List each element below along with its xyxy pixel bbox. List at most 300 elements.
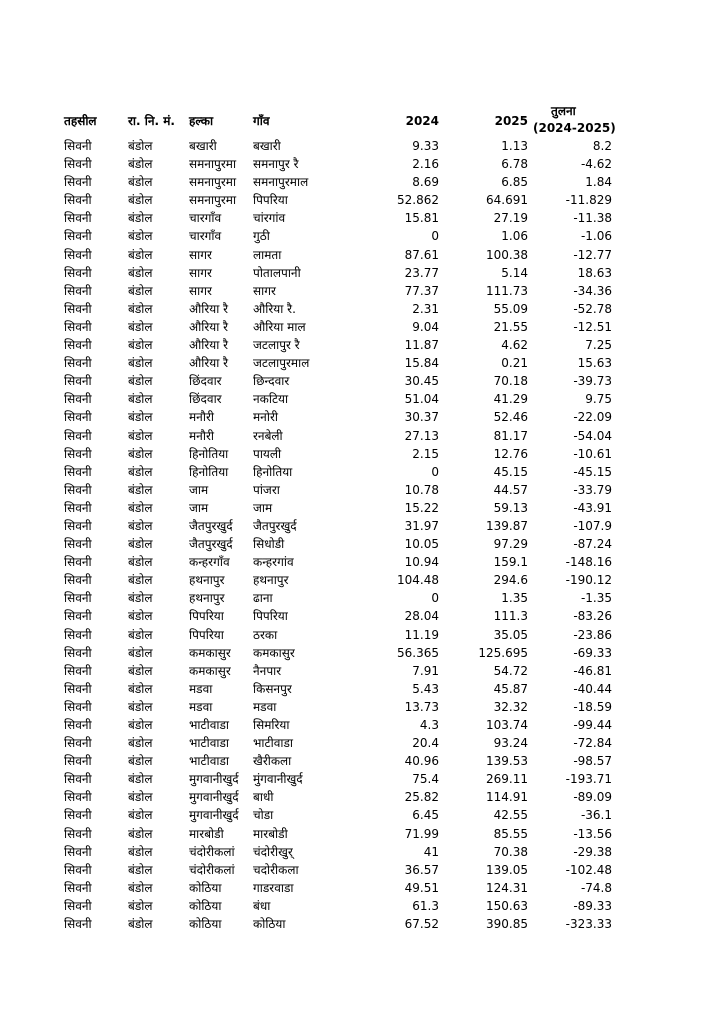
cell-tehsil: सिवनी xyxy=(64,247,92,262)
table-row xyxy=(0,336,724,354)
cell-rnm: बंडोल xyxy=(128,663,153,678)
cell-2024: 0 xyxy=(431,591,439,606)
cell-tulna: -1.35 xyxy=(580,591,612,606)
cell-2025: 125.695 xyxy=(478,645,528,660)
cell-2025: 52.46 xyxy=(493,410,528,425)
cell-tehsil: सिवनी xyxy=(64,301,92,316)
cell-halka: पिपरिया xyxy=(189,627,224,642)
cell-rnm: बंडोल xyxy=(128,374,153,389)
cell-gaon: छिन्दवार xyxy=(253,374,290,389)
cell-gaon: गाडरवाडा xyxy=(253,880,294,895)
table-row xyxy=(0,861,724,879)
cell-gaon: कमकासुर xyxy=(253,645,295,660)
cell-gaon: पायली xyxy=(253,446,282,461)
cell-2025: 139.53 xyxy=(486,754,528,769)
cell-2025: 0.21 xyxy=(501,356,528,371)
cell-gaon: हथनापुर xyxy=(253,573,289,588)
cell-gaon: पोतालपानी xyxy=(253,265,301,280)
cell-2025: 1.06 xyxy=(501,229,528,244)
cell-2025: 45.87 xyxy=(493,681,528,696)
cell-rnm: बंडोल xyxy=(128,627,153,642)
cell-2025: 27.19 xyxy=(493,211,528,226)
cell-gaon: बखारी xyxy=(253,139,281,153)
cell-rnm: बंडोल xyxy=(128,193,153,208)
cell-tulna: -34.36 xyxy=(573,283,612,298)
cell-tulna: -33.79 xyxy=(573,482,612,497)
table-row xyxy=(0,155,724,173)
cell-2024: 15.22 xyxy=(404,500,439,515)
cell-rnm: बंडोल xyxy=(128,319,153,334)
table-row xyxy=(0,517,724,535)
cell-tehsil: सिवनी xyxy=(64,898,92,913)
cell-gaon: मडवा xyxy=(253,699,277,714)
cell-rnm: बंडोल xyxy=(128,175,153,190)
table-row xyxy=(0,408,724,426)
cell-halka: मुगवानीखुर्द xyxy=(189,790,239,805)
cell-2024: 0 xyxy=(431,229,439,244)
header-tulna-range: (2024-2025) xyxy=(533,121,616,135)
cell-tehsil: सिवनी xyxy=(64,917,92,932)
cell-rnm: बंडोल xyxy=(128,609,153,624)
cell-2024: 10.78 xyxy=(404,482,439,497)
cell-2024: 71.99 xyxy=(404,826,439,841)
cell-tehsil: सिवनी xyxy=(64,609,92,624)
cell-rnm: बंडोल xyxy=(128,772,153,787)
cell-tulna: -89.33 xyxy=(573,898,612,913)
cell-gaon: सागर xyxy=(253,283,276,298)
cell-tulna: 7.25 xyxy=(585,338,612,353)
table-row xyxy=(0,481,724,499)
cell-2025: 150.63 xyxy=(486,898,528,913)
table-row xyxy=(0,354,724,372)
header-2025: 2025 xyxy=(494,114,528,128)
cell-rnm: बंडोल xyxy=(128,157,153,172)
cell-gaon: मारबोडी xyxy=(253,826,288,841)
cell-gaon: चंदोरीखुर् xyxy=(253,844,293,859)
cell-2025: 21.55 xyxy=(493,319,528,334)
cell-tehsil: सिवनी xyxy=(64,862,92,877)
cell-rnm: बंडोल xyxy=(128,446,153,461)
cell-rnm: बंडोल xyxy=(128,844,153,859)
cell-halka: बखारी xyxy=(189,139,217,153)
cell-halka: मनौरी xyxy=(189,428,214,443)
cell-tulna: -29.38 xyxy=(573,844,612,859)
table-row xyxy=(0,227,724,245)
cell-halka: जाम xyxy=(189,482,209,497)
cell-rnm: बंडोल xyxy=(128,645,153,660)
cell-tehsil: सिवनी xyxy=(64,699,92,714)
cell-gaon: पांजरा xyxy=(253,482,280,497)
cell-2025: 45.15 xyxy=(493,464,528,479)
table-row xyxy=(0,282,724,300)
table-row xyxy=(0,843,724,861)
cell-gaon: मुंगवानीखुर्द xyxy=(253,772,303,787)
cell-2024: 67.52 xyxy=(404,917,439,932)
cell-tulna: -98.57 xyxy=(573,754,612,769)
table-row xyxy=(0,589,724,607)
cell-tehsil: सिवनी xyxy=(64,790,92,805)
header-rnm: रा. नि. मं. xyxy=(128,114,175,128)
cell-gaon: कन्हरगांव xyxy=(253,555,294,570)
cell-tulna: -13.56 xyxy=(573,826,612,841)
table-row xyxy=(0,879,724,897)
cell-tehsil: सिवनी xyxy=(64,265,92,280)
cell-2025: 81.17 xyxy=(493,428,528,443)
cell-tehsil: सिवनी xyxy=(64,645,92,660)
cell-rnm: बंडोल xyxy=(128,247,153,262)
cell-gaon: बाधी xyxy=(253,790,274,805)
cell-2024: 11.87 xyxy=(404,338,439,353)
cell-2024: 28.04 xyxy=(404,609,439,624)
cell-2025: 5.14 xyxy=(501,265,528,280)
cell-tehsil: सिवनी xyxy=(64,844,92,859)
cell-2025: 12.76 xyxy=(493,446,528,461)
cell-tulna: 18.63 xyxy=(577,265,612,280)
cell-rnm: बंडोल xyxy=(128,410,153,425)
cell-2024: 15.81 xyxy=(404,211,439,226)
cell-tehsil: सिवनी xyxy=(64,229,92,244)
cell-tulna: -102.48 xyxy=(565,862,612,877)
cell-tehsil: सिवनी xyxy=(64,681,92,696)
cell-rnm: बंडोल xyxy=(128,500,153,515)
cell-halka: सागर xyxy=(189,247,212,262)
table-row xyxy=(0,209,724,227)
cell-2025: 269.11 xyxy=(486,772,528,787)
table-row xyxy=(0,788,724,806)
cell-rnm: बंडोल xyxy=(128,681,153,696)
cell-2024: 49.51 xyxy=(404,880,439,895)
cell-tulna: -40.44 xyxy=(573,681,612,696)
cell-gaon: खैरीकला xyxy=(253,754,292,769)
table-row xyxy=(0,535,724,553)
cell-rnm: बंडोल xyxy=(128,301,153,316)
cell-rnm: बंडोल xyxy=(128,880,153,895)
cell-tulna: -87.24 xyxy=(573,537,612,552)
header-halka: हल्का xyxy=(189,114,214,128)
cell-rnm: बंडोल xyxy=(128,591,153,606)
cell-rnm: बंडोल xyxy=(128,736,153,751)
cell-halka: औरिया रै xyxy=(189,319,229,334)
cell-gaon: चांरगांव xyxy=(253,211,286,226)
cell-rnm: बंडोल xyxy=(128,754,153,769)
cell-2025: 139.05 xyxy=(486,862,528,877)
cell-gaon: पिपरिया xyxy=(253,609,288,624)
cell-2025: 103.74 xyxy=(486,718,528,732)
cell-2024: 56.365 xyxy=(397,645,439,660)
cell-halka: पिपरिया xyxy=(189,609,224,624)
cell-gaon: चदोरीकला xyxy=(253,862,299,877)
cell-rnm: बंडोल xyxy=(128,573,153,588)
table-row xyxy=(0,825,724,843)
cell-2024: 27.13 xyxy=(404,428,439,443)
cell-2024: 9.33 xyxy=(412,139,439,153)
table-row xyxy=(0,915,724,933)
cell-rnm: बंडोल xyxy=(128,211,153,226)
cell-tehsil: सिवनी xyxy=(64,718,92,732)
cell-tulna: -12.51 xyxy=(573,319,612,334)
cell-rnm: बंडोल xyxy=(128,917,153,932)
cell-2025: 139.87 xyxy=(486,518,528,533)
cell-tulna: -18.59 xyxy=(573,699,612,714)
cell-tehsil: सिवनी xyxy=(64,319,92,334)
cell-tehsil: सिवनी xyxy=(64,428,92,443)
cell-2025: 4.62 xyxy=(501,338,528,353)
table-row xyxy=(0,680,724,698)
cell-gaon: सिमरिया xyxy=(253,718,290,732)
cell-2025: 70.18 xyxy=(493,374,528,389)
cell-2024: 20.4 xyxy=(412,736,439,751)
cell-gaon: रनबेली xyxy=(253,428,283,443)
cell-2024: 2.15 xyxy=(412,446,439,461)
cell-gaon: किसनपुर xyxy=(253,681,292,696)
table-row xyxy=(0,318,724,336)
cell-tehsil: सिवनी xyxy=(64,808,92,823)
cell-gaon: ठरका xyxy=(253,627,278,642)
header-gaon: गाँव xyxy=(253,114,270,128)
cell-2024: 23.77 xyxy=(404,265,439,280)
cell-tulna: -54.04 xyxy=(573,428,612,443)
cell-rnm: बंडोल xyxy=(128,229,153,244)
cell-2025: 85.55 xyxy=(493,826,528,841)
cell-halka: हथनापुर xyxy=(189,573,225,588)
table-row xyxy=(0,372,724,390)
cell-tehsil: सिवनी xyxy=(64,591,92,606)
cell-2025: 6.85 xyxy=(501,175,528,190)
cell-tehsil: सिवनी xyxy=(64,410,92,425)
cell-halka: औरिया रै xyxy=(189,301,229,316)
table-row xyxy=(0,463,724,481)
cell-gaon: नकटिया xyxy=(253,392,289,407)
cell-gaon: भाटीवाडा xyxy=(253,736,294,751)
cell-2024: 2.16 xyxy=(412,157,439,172)
cell-2025: 100.38 xyxy=(486,247,528,262)
table-row xyxy=(0,806,724,824)
table-row xyxy=(0,770,724,788)
cell-tehsil: सिवनी xyxy=(64,464,92,479)
table-row xyxy=(0,698,724,716)
cell-tulna: -4.62 xyxy=(580,157,612,172)
cell-halka: मारबोडी xyxy=(189,826,224,841)
cell-halka: समनापुरमा xyxy=(189,193,237,208)
cell-2024: 36.57 xyxy=(404,862,439,877)
cell-tehsil: सिवनी xyxy=(64,573,92,588)
cell-2025: 159.1 xyxy=(493,555,528,570)
cell-rnm: बंडोल xyxy=(128,699,153,714)
cell-gaon: मनोरी xyxy=(253,410,278,425)
cell-halka: भाटीवाडा xyxy=(189,754,230,769)
cell-2025: 294.6 xyxy=(493,573,528,588)
cell-2025: 111.3 xyxy=(493,609,528,624)
header-tehsil: तहसील xyxy=(64,114,97,128)
cell-tulna: 9.75 xyxy=(585,392,612,407)
cell-2025: 97.29 xyxy=(493,537,528,552)
cell-tulna: -23.86 xyxy=(573,627,612,642)
cell-2024: 52.862 xyxy=(397,193,439,208)
table-row xyxy=(0,752,724,770)
cell-tehsil: सिवनी xyxy=(64,555,92,570)
cell-tehsil: सिवनी xyxy=(64,193,92,208)
cell-2025: 42.55 xyxy=(493,808,528,823)
header-tulna: तुलना xyxy=(551,104,576,118)
cell-2025: 35.05 xyxy=(493,627,528,642)
cell-rnm: बंडोल xyxy=(128,862,153,877)
cell-2025: 114.91 xyxy=(486,790,528,805)
cell-tulna: -39.73 xyxy=(573,374,612,389)
table-row xyxy=(0,390,724,408)
cell-tulna: -12.77 xyxy=(573,247,612,262)
cell-2024: 5.43 xyxy=(412,681,439,696)
cell-2024: 41 xyxy=(423,844,439,859)
cell-tehsil: सिवनी xyxy=(64,772,92,787)
cell-gaon: जटलापुर रै xyxy=(253,338,300,353)
cell-tulna: -74.8 xyxy=(580,880,612,895)
cell-2025: 6.78 xyxy=(501,157,528,172)
cell-halka: कमकासुर xyxy=(189,663,231,678)
cell-gaon: सिधोडी xyxy=(253,537,285,552)
cell-2024: 51.04 xyxy=(404,392,439,407)
cell-2024: 31.97 xyxy=(404,518,439,533)
cell-tulna: -11.38 xyxy=(573,211,612,226)
cell-2024: 10.94 xyxy=(404,555,439,570)
cell-halka: मुगवानीखुर्द xyxy=(189,808,239,823)
header-2024: 2024 xyxy=(405,114,439,128)
cell-2024: 61.3 xyxy=(412,898,439,913)
table-row xyxy=(0,427,724,445)
cell-halka: चंदोरीकलां xyxy=(189,862,235,877)
cell-2024: 77.37 xyxy=(404,283,439,298)
cell-halka: कोठिया xyxy=(189,880,222,895)
cell-tehsil: सिवनी xyxy=(64,537,92,552)
cell-tehsil: सिवनी xyxy=(64,157,92,172)
cell-tulna: -69.33 xyxy=(573,645,612,660)
cell-tulna: -83.26 xyxy=(573,609,612,624)
cell-2024: 40.96 xyxy=(404,754,439,769)
cell-2024: 15.84 xyxy=(404,356,439,371)
cell-2025: 1.35 xyxy=(501,591,528,606)
cell-tulna: -46.81 xyxy=(573,663,612,678)
cell-gaon: लामता xyxy=(253,247,282,262)
cell-tehsil: सिवनी xyxy=(64,880,92,895)
cell-halka: कन्हरगाँव xyxy=(189,555,230,570)
cell-tehsil: सिवनी xyxy=(64,482,92,497)
cell-rnm: बंडोल xyxy=(128,482,153,497)
cell-tulna: -43.91 xyxy=(573,500,612,515)
cell-2024: 9.04 xyxy=(412,319,439,334)
cell-gaon: पिपरिया xyxy=(253,193,288,208)
cell-gaon: जैतपुरखुर्द xyxy=(253,518,297,533)
cell-gaon: औरिया माल xyxy=(253,319,306,334)
cell-tulna: -99.44 xyxy=(573,718,612,732)
cell-2024: 25.82 xyxy=(404,790,439,805)
cell-tehsil: सिवनी xyxy=(64,627,92,642)
cell-rnm: बंडोल xyxy=(128,537,153,552)
cell-tehsil: सिवनी xyxy=(64,663,92,678)
cell-tulna: -89.09 xyxy=(573,790,612,805)
cell-halka: चारगाँव xyxy=(189,211,222,226)
cell-rnm: बंडोल xyxy=(128,356,153,371)
cell-tulna: -11.829 xyxy=(565,193,612,208)
cell-2025: 70.38 xyxy=(493,844,528,859)
cell-halka: समनापुरमा xyxy=(189,157,237,172)
cell-halka: मडवा xyxy=(189,681,213,696)
cell-gaon: औरिया रै. xyxy=(253,301,296,316)
cell-tehsil: सिवनी xyxy=(64,500,92,515)
cell-halka: चारगाँव xyxy=(189,229,222,244)
cell-gaon: जाम xyxy=(253,500,273,515)
table-row xyxy=(0,191,724,209)
table-row xyxy=(0,644,724,662)
cell-tehsil: सिवनी xyxy=(64,211,92,226)
table-row xyxy=(0,716,724,734)
cell-halka: मुगवानीखुर्द xyxy=(189,772,239,787)
cell-tulna: -1.06 xyxy=(580,229,612,244)
cell-halka: हथनापुर xyxy=(189,591,225,606)
cell-halka: मडवा xyxy=(189,699,213,714)
cell-2024: 30.45 xyxy=(404,374,439,389)
table-row xyxy=(0,662,724,680)
cell-rnm: बंडोल xyxy=(128,283,153,298)
cell-halka: छिंदवार xyxy=(189,392,222,407)
cell-rnm: बंडोल xyxy=(128,392,153,407)
cell-gaon: हिनोतिया xyxy=(253,464,293,479)
cell-halka: छिंदवार xyxy=(189,374,222,389)
cell-tehsil: सिवनी xyxy=(64,139,92,153)
cell-2025: 54.72 xyxy=(493,663,528,678)
cell-gaon: बंधा xyxy=(253,898,271,913)
cell-tehsil: सिवनी xyxy=(64,374,92,389)
cell-2025: 44.57 xyxy=(493,482,528,497)
cell-gaon: समनापुर रै xyxy=(253,157,299,172)
cell-halka: सागर xyxy=(189,283,212,298)
cell-2024: 30.37 xyxy=(404,410,439,425)
cell-2025: 390.85 xyxy=(486,917,528,932)
cell-tehsil: सिवनी xyxy=(64,736,92,751)
cell-halka: मनौरी xyxy=(189,410,214,425)
cell-2024: 104.48 xyxy=(397,573,439,588)
cell-tehsil: सिवनी xyxy=(64,175,92,190)
cell-rnm: बंडोल xyxy=(128,790,153,805)
cell-tehsil: सिवनी xyxy=(64,754,92,769)
cell-halka: जैतपुरखुर्द xyxy=(189,537,233,552)
cell-2024: 87.61 xyxy=(404,247,439,262)
cell-halka: जाम xyxy=(189,500,209,515)
cell-tulna: 15.63 xyxy=(577,356,612,371)
cell-tehsil: सिवनी xyxy=(64,446,92,461)
cell-halka: सागर xyxy=(189,265,212,280)
table-row xyxy=(0,264,724,282)
cell-halka: कमकासुर xyxy=(189,645,231,660)
cell-rnm: बंडोल xyxy=(128,265,153,280)
cell-2025: 41.29 xyxy=(493,392,528,407)
cell-tulna: -22.09 xyxy=(573,410,612,425)
cell-2025: 32.32 xyxy=(493,699,528,714)
cell-tulna: -193.71 xyxy=(565,772,612,787)
cell-2025: 59.13 xyxy=(493,500,528,515)
table-row xyxy=(0,897,724,915)
cell-halka: समनापुरमा xyxy=(189,175,237,190)
cell-2025: 124.31 xyxy=(486,880,528,895)
cell-tehsil: सिवनी xyxy=(64,338,92,353)
cell-tulna: -10.61 xyxy=(573,446,612,461)
table-row xyxy=(0,499,724,517)
cell-2025: 111.73 xyxy=(486,283,528,298)
cell-2024: 75.4 xyxy=(412,772,439,787)
cell-halka: भाटीवाडा xyxy=(189,736,230,751)
cell-halka: कोठिया xyxy=(189,898,222,913)
cell-2024: 11.19 xyxy=(404,627,439,642)
cell-halka: हिनोतिया xyxy=(189,446,229,461)
cell-rnm: बंडोल xyxy=(128,464,153,479)
